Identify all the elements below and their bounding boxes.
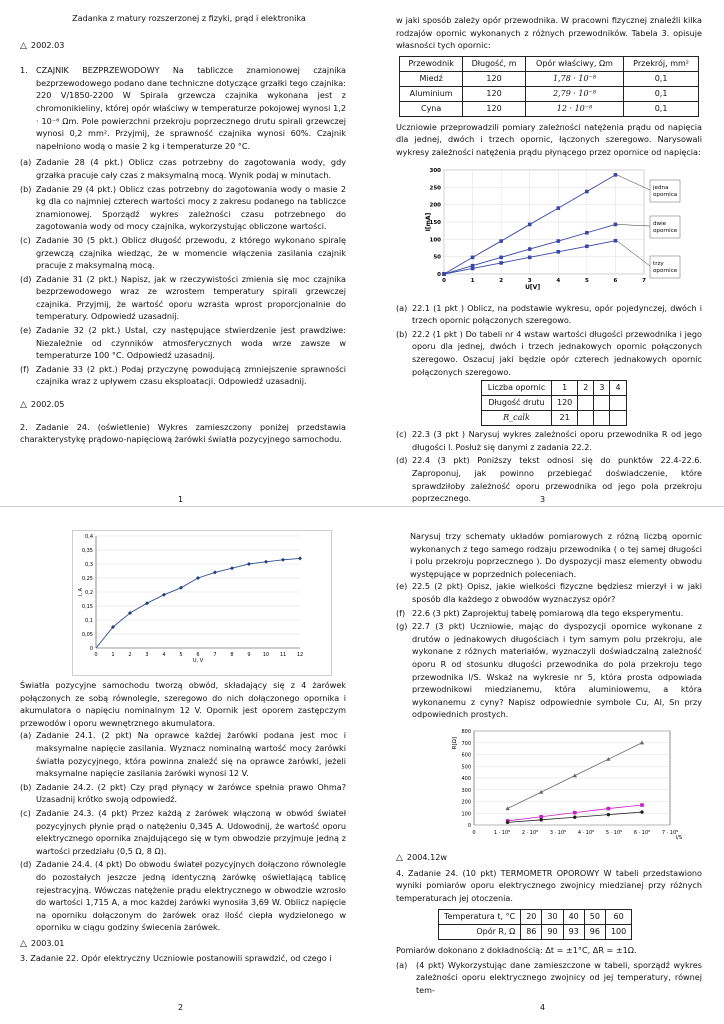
section-date: △ 2004.12w [396, 851, 448, 863]
data-point [471, 255, 475, 259]
page-number: 2 [178, 1003, 184, 1012]
data-point [585, 231, 589, 235]
y-tick-label: 0,15 [81, 604, 93, 610]
data-point [614, 222, 618, 226]
list-item: (c) Zadanie 24.3. (4 pkt) Przez każdą z żarówek włączoną w obwód świateł pozycyjnych płynie prąd o natężeniu 0,345 A. Udowodnij, że wartość oporu elektrycznego opornika znajdującego się w tym obwodzie przyjmuje jedną z wartości przedziału (0,5 Ω, 8 Ω). [20, 807, 346, 856]
triangle-icon: △ [20, 40, 27, 51]
list-item: (d) Zadanie 24.4. (4 pkt) Do obwodu świateł pozycyjnych dołączono równolegle do pozostałych jeszcze jedną identyczną żarówkę oświetlającą tablicę rejestracyjną. Wówczas natężenie prądu elektrycznego w obwodzie wzrosło do wartości 1,715 A, a moc każdej żarówki wynosiła 3,69 W. Oblicz napięcie na oporniku dołączonym do żarówek oraz ilość ciepła wydzielonego w oporniku w ciągu godziny świecenia żarówek. [20, 859, 346, 933]
table-row: Miedź 120 1,78 · 10⁻⁸ 0,1 [400, 71, 699, 86]
x-tick-label: 7 · 10⁹ [661, 829, 679, 836]
data-point [506, 821, 509, 824]
resistance-chart [408, 723, 708, 845]
data-point [499, 239, 503, 243]
y-axis-label: I[mA] [425, 212, 432, 231]
page-number: 4 [540, 1003, 546, 1012]
y-tick-label: 200 [461, 799, 471, 806]
data-point [640, 803, 644, 807]
data-point [471, 266, 475, 270]
y-axis-label: I, A [78, 587, 84, 597]
list-item: (a) Zadanie 24.1. (2 pkt) Na oprawce każdej żarówki podana jest moc i maksymalne napięcie zasilania. Wyznacz nominalną wartość mocy żarówki światła pozycyjnego, która powinna znaleźć się na oprawce żarówki, jeżeli maksymalne napięcie zasilania żarówki wynosi 12 V. [20, 730, 346, 779]
x-tick-label: 4 [556, 277, 561, 284]
legend-box [650, 216, 680, 238]
task-3: 3. Zadanie 22. Opór elektryczny Uczniowie postanowili sprawdzić, od czego i [20, 953, 332, 964]
x-tick-label: 1 [111, 652, 115, 658]
y-tick-label: 50 [433, 254, 441, 261]
table-header: Przewodnik [400, 56, 463, 71]
x-tick-label: 5 [584, 277, 589, 284]
list-item: (c) 22.3 (3 pkt ) Narysuj wykres zależności oporu przewodnika R od jego długości l. Posłuż się danymi z zadania 22.2. [396, 429, 702, 452]
x-axis-label: U[V] [525, 283, 541, 291]
x-tick-label: 3 · 10⁹ [549, 829, 567, 836]
data-point [614, 173, 618, 177]
iv-chart-bulb [72, 530, 332, 676]
list-item: (f) 22.6 (3 pkt) Zaprojektuj tabelę pomiarową dla tego eksperymentu. [396, 607, 684, 618]
page-2: 0 0,05 0,1 0,15 0,2 0,25 0,3 0,35 0,4 0 1 2 3 4 5 6 7 8 9 10 11 12 U, V I, A Światła pozycyjne samochodu tworzą obwód, składający się z 4 żarówek połączonych ze sobą równolegle, szeregowo do nich dołączonego opornika i akumulatora o napięciu nominalnym 12 V. Opornik jest oporem zastępczym przewodów i oporu wewnętrznego akumulatora. (a) Zadanie 24.1. (2 pkt) Na oprawce każdej żarówki podana jest moc i maksymalne napięcie zasilania. Wyznacz nominalną wartość mocy żarówki światła pozycyjnego, która powinna znaleźć się na oprawce żarówki, jeżeli maksymalne napięcie zasilania żarówki wynosi 12 V. (b) Zadanie 24.2. (2 pkt) Czy prąd płynący w żarówce spełnia prawo Ohma? Uzasadnij krótko swoją odpowiedź. (c) Zadanie 24.3. (4 pkt) Przez każdą z żarówek włączoną w obwód świateł pozycyjnych płynie prąd o natężeniu 0,345 A. Udowodnij, że wartość oporu elektrycznego opornika znajdującego się w tym obwodzie przyjmuje jedną z wartości przedziału (0,5 Ω, 8 Ω). (d) Zadanie 24.4. (4 pkt) Do obwodu świateł pozycyjnych dołączono równolegle do pozostałych jeszcze jedną identyczną żarówkę oświetlającą tablicę rejestracyjną. Wówczas natężenie prądu elektrycznego w obwodzie wzrosło do wartości 1,715 A, a moc każdej żarówki wynosiła 3,69 W. Oblicz napięcie na oporniku dołączonym do żarówek oraz ilość ciepła wydzielonego w oporniku w ciągu godziny świecenia żarówek. △ 2003.01 3. Zadanie 22. Opór elektryczny Uczniowie postanowili sprawdzić, od czego i [20, 530, 346, 965]
y-tick-label: 0 [467, 822, 471, 829]
data-point [556, 239, 560, 243]
x-tick-label: 6 [196, 652, 200, 658]
task-2-items [20, 729, 346, 934]
y-tick-label: 250 [429, 184, 441, 191]
y-tick-label: 0,25 [81, 576, 93, 582]
x-tick-label: 7 [213, 652, 217, 658]
legend-label: trzy opornice [653, 260, 678, 274]
legend-label: jedna opornica [653, 184, 678, 198]
y-tick-label: 400 [461, 775, 471, 782]
data-point [573, 815, 576, 818]
x-tick-label: 10 [262, 652, 270, 658]
data-point [640, 810, 643, 813]
x-tick-label: 9 [247, 652, 251, 658]
x-tick-label: 2 [128, 652, 132, 658]
data-point [540, 818, 543, 821]
data-point [528, 255, 532, 259]
data-point [585, 244, 589, 248]
list-item: (a) 22.1 (1 pkt ) Oblicz, na podstawie wykresu, opór pojedynczej, dwóch i trzech opornic połączonych szeregowo. [396, 302, 702, 326]
x-tick-label: 7 [642, 277, 646, 284]
y-tick-label: 0,4 [85, 534, 93, 540]
y-tick-label: 0,35 [81, 548, 93, 554]
y-tick-label: 300 [429, 167, 441, 174]
legend-label: dwie opornice [653, 220, 678, 234]
x-tick-label: 6 · 10⁹ [633, 829, 651, 836]
y-tick-label: 0 [437, 271, 441, 278]
section-date: △ 2002.05 [20, 399, 65, 411]
data-point [556, 206, 560, 210]
x-tick-label: 4 · 10⁹ [577, 829, 595, 836]
page-4: Narysuj trzy schematy układów pomiarowych z różną liczbą opornic wykonanych z tego samego rodzaju przewodnika ( o tej samej długości i polu przekroju poprzecznego ). Do dyspozycji masz elementy obwodu występujące w poprzednich poleceniach. (e) 22.5 (2 pkt) Opisz, jakie wielkości fizyczne będziesz mierzył i w jaki sposób dla każdego z obwodów wyznaczysz opór? (f) 22.6 (3 pkt) Zaprojektuj tabelę pomiarową dla tego eksperymentu. (g) 22.7 (3 pkt) Uczniowie, mając do dyspozycji opornice wykonane z drutów o jednakowych długościach i tym samym polu przekroju, ale wykonane z różnych materiałów, wyznaczyli doświadczalną zależność oporu R od stosunku długości przewodnika do pola przekroju tego przewodnika l/S. Wskaż na wykresie nr 5, która prosta odpowiada przewodnikowi miedzianemu, która aluminiowemu, a która wykonanemu z cyny? Napisz odpowiednie symbole Cu, Al, Sn przy odpowiednich prostych. 0 100 200 300 400 500 600 700 800 0 1 · 10⁹ 2 · 10⁹ 3 · 10⁹ 4 · 10⁹ 5 · 10⁹ 6 · 10⁹ 7 · 10⁹ l/S R[Ω] △ 2004.12w 4. Zadanie 24. (10 pkt) TERMOMETR OPOROWY W tabeli przedstawiono wyniki pomiarów oporu elektrycznego zwojnicy miedzianej przy różnych temperaturach jej otoczenia. Temperatura t, °C 20 30 40 50 60 Opór R, Ω 86 90 93 96 100 Pomiarów dokonano z dokładnością: Δt = ±1°C, ΔR = ±1Ω. (a) (4 pkt) Wykorzystując dane zamieszczone w tabeli, sporządź wykres zależności oporu elektrycznego zwojnicy od jej temperatury, równej tem- [396, 530, 702, 997]
y-tick-label: 0 [89, 646, 93, 652]
list-item: (e) 22.5 (2 pkt) Opisz, jakie wielkości fizyczne będziesz mierzył i w jaki sposób dla każdego z obwodów wyznaczysz opór? [396, 581, 702, 604]
y-tick-label: 0,3 [85, 562, 93, 568]
data-point [539, 815, 543, 819]
x-tick-label: 5 [179, 652, 183, 658]
task-2: 2. Zadanie 24. (oświetlenie) Wykres zamieszczony poniżej przedstawia charakterystykę prądowo-napięciową żarówki światła pozycyjnego samochodu. [20, 421, 346, 445]
task-1-items [20, 156, 346, 388]
y-tick-label: 800 [461, 728, 471, 735]
x-axis-label: l/S [675, 834, 682, 841]
data-point [499, 261, 503, 265]
list-item: (e) Zadanie 32 (2 pkt.) Ustal, czy następujące stwierdzenie jest prawdziwe: Niezależnie od czynników atmosferycznych woda wrze zawsze w temperaturze 100 °C. Odpowiedź uzasadnij. [20, 325, 346, 361]
task-3-items-2 [396, 428, 702, 505]
page-divider [0, 506, 724, 507]
x-tick-label: 11 [279, 652, 287, 658]
y-tick-label: 300 [461, 787, 471, 794]
x-tick-label: 1 [470, 277, 475, 284]
page-3: w jaki sposób zależy opór przewodnika. W pracowni fizycznej znaleźli kilka rodzajów opornic wykonanych z różnych przewodników. Tabela 3. opisuje własności tych opornic: Przewodnik Długość, m Opór właściwy, Ωm Przekrój, mm² Miedź 120 1,78 · 10⁻⁸ 0,1 Aluminium 120 2,79 · 10⁻⁸ 0,1 Cyna 120 12 · 10⁻⁸ 0,1 Uczniowie przeprowadzili pomiary zależności natężenia prądu od napięcia dla jednej, dwóch i trzech opornic, łączonych szeregowo. Narysowali wykresy zależności natężenia prądu płynącego przez opornice od napięcia: 0 50 100 150 200 250 300 0 1 2 3 4 5 6 7 U[V] I[mA] jedna opornica dwie opornice trzy opornice (a) 22.1 (1 pkt ) Oblicz, na podstawie wykresu, opór pojedynczej, dwóch i trzech opornic połączonych szeregowo. (b) 22.2 (1 pkt ) Do tabeli nr 4 wstaw wartości długości przewodnika i jego oporu dla jednej, dwóch i trzech jednakowych opornic połączonych szeregowo. Oszacuj jaki będzie opór czterech jednakowych opornic połączonych szeregowo. Liczba opornic 1 2 3 4 Długość drutu 120 R_calk 21 (c) 22.3 (3 pkt ) Narysuj wykres zależności oporu przewodnika R od jego długości l. Posłuż się danymi z zadania 22.2. (d) 22.4 (3 pkt) Poniższy tekst odnosi się do punktów 22.4-22.6. Zaproponuj, jak powinno przebiegać doświadczenie, które sprawdziłoby zależność oporu przewodnika od jego pola przekroju poprzecznego. [396, 14, 702, 506]
table-header: Opór właściwy, Ωm [525, 56, 623, 71]
x-tick-label: 6 [613, 277, 618, 284]
y-tick-label: 100 [461, 811, 471, 818]
triangle-icon: △ [20, 400, 27, 411]
y-axis-label: R[Ω] [452, 736, 458, 750]
x-tick-label: 4 [162, 652, 166, 658]
x-tick-label: 3 [145, 652, 149, 658]
task-4: 4. Zadanie 24. (10 pkt) TERMOMETR OPOROWY W tabeli przedstawiono wyniki pomiarów oporu elektrycznego zwojnicy miedzianej przy różnych temperaturach jej otoczenia. [396, 867, 702, 903]
x-tick-label: 0 [472, 829, 476, 836]
page-number: 1 [178, 495, 184, 504]
y-tick-label: 100 [429, 236, 441, 243]
task-1: 1. CZAJNIK BEZPRZEWODOWY Na tabliczce znamionowej czajnika bezprzewodowego podano dane techniczne dotyczące grzałki tego czajnika: 220 V/1850-2200 W Spirala grzewcza czajnika wykonana jest z chromonikieliny, której opór właściwy w temperaturze pokojowej wynosi 1,2 · 10⁻⁶ Ωm. Pole powierzchni przekroju poprzecznego drutu spirali grzewczej wynosi 0,2 mm². Przyjmij, że sprawność czajnika wynosi 60%. Czajnik napełniono wodą o masie 2 kg i temperaturze 20 °C. [20, 65, 346, 151]
data-point [556, 250, 560, 254]
x-tick-label: 0 [94, 652, 98, 658]
data-point [585, 189, 589, 193]
x-axis-label: U, V [192, 658, 204, 664]
table-row: Długość drutu 120 [482, 396, 627, 411]
list-item: (b) 22.2 (1 pkt ) Do tabeli nr 4 wstaw wartości długości przewodnika i jego oporu dla jednej, dwóch i trzech jednakowych opornic połączonych szeregowo. Oszacuj jaki będzie opór czterech jednakowych opornic połączonych szeregowo. [396, 328, 702, 377]
x-tick-label: 0 [442, 277, 446, 284]
x-tick-label: 2 · 10⁹ [521, 829, 539, 836]
list-item: (f) Zadanie 33 (2 pkt.) Podaj przyczynę powodującą zmniejszenie sprawności czajnika wraz z upływem czasu eksploatacji. Odpowiedź uzasadnij. [20, 363, 346, 387]
y-tick-label: 150 [429, 219, 441, 226]
y-tick-label: 700 [461, 740, 471, 747]
data-point [607, 807, 611, 811]
data-point [607, 813, 610, 816]
data-point [499, 255, 503, 259]
x-tick-label: 12 [296, 652, 304, 658]
x-tick-label: 2 [499, 277, 504, 284]
y-tick-label: 0,05 [81, 632, 93, 638]
temperature-table: Temperatura t, °C 20 30 40 50 60 Opór R, Ω 86 90 93 96 100 [438, 909, 632, 940]
data-point [528, 222, 532, 226]
triangle-icon: △ [20, 938, 27, 949]
list-item: (g) 22.7 (3 pkt) Uczniowie, mając do dyspozycji opornice wykonane z drutów o jednakowych długościach i tym samym polu przekroju, ale wykonane z różnych materiałów, wyznaczyli doświadczalną zależność oporu R od stosunku długości przewodnika do pola przekroju tego przewodnika l/S. Wskaż na wykresie nr 5, która prosta odpowiada przewodnikowi miedzianemu, która aluminiowemu, a która wykonanemu z cyny? Napisz odpowiednie symbole Cu, Al, Sn przy odpowiednich prostych. [396, 621, 702, 720]
x-tick-label: 1 · 10⁹ [493, 829, 511, 836]
triangle-icon: △ [396, 852, 403, 863]
doc-title: Zadanka z matury rozszerzonej z fizyki, prąd i elektronika [72, 13, 306, 23]
list-item: (a) Zadanie 28 (4 pkt.) Oblicz czas potrzebny do zagotowania wody, gdy grzałka pracuje cały czas z maksymalną mocą. Wynik podaj w minutach. [20, 157, 346, 180]
list-item: (c) Zadanie 30 (5 pkt.) Oblicz długość przewodu, z którego wykonano spiralę grzewczą czajnika wiedząc, że w momencie włączenia zasilania czajnik pracuje z maksymalną mocą. [20, 234, 346, 271]
table-row: Liczba opornic 1 2 3 4 [482, 381, 627, 396]
list-item: (b) Zadanie 24.2. (2 pkt) Czy prąd płynący w żarówce spełnia prawo Ohma? Uzasadnij krótko swoją odpowiedź. [20, 781, 346, 805]
x-tick-label: 3 [527, 277, 532, 284]
x-tick-label: 8 [230, 652, 234, 658]
y-tick-label: 500 [461, 764, 471, 771]
table-header: Przekrój, mm² [624, 56, 699, 71]
data-point [573, 811, 577, 815]
list-item: (d) Zadanie 31 (2 pkt.) Napisz, jak w rzeczywistości zmienia się moc czajnika bezprzewodowego wraz ze wzrostem temperatury spirali grzewczej czajnika. Przyjmij, że wartość oporu wzrasta wprost proporcjonalnie do temperatury. Odpowiedź uzasadnij. [20, 273, 346, 322]
resistors-count-table [481, 380, 627, 426]
task-4-items [396, 580, 702, 721]
iv-chart-resistors [424, 162, 724, 300]
table-row: Cyna 120 12 · 10⁻⁸ 0,1 [400, 101, 699, 116]
resistors-table [399, 56, 699, 117]
page-number: 3 [540, 495, 546, 504]
list-item: (b) Zadanie 29 (4 pkt.) Oblicz czas potrzebny do zagotowania wody o masie 2 kg dla co najmniej czterech wartości mocy z zakresu podanego na tabliczce znamionowej. Sporządź wykres zależności czasu potrzebnego do zagotowania wody od mocy czajnika, wykorzystując obliczone wartości. [20, 183, 346, 232]
y-tick-label: 600 [461, 752, 471, 759]
y-tick-label: 200 [429, 202, 441, 209]
task-3-items [396, 302, 702, 379]
list-item: (d) 22.4 (3 pkt) Poniższy tekst odnosi się do punktów 22.4-22.6. Zaproponuj, jak powinno przebiegać doświadczenie, które sprawdziłoby zależność oporu przewodnika od jego pola przekroju poprzecznego. [396, 455, 702, 504]
section-date: △ 2003.01 [20, 937, 65, 949]
legend-box [650, 180, 680, 202]
task-4-item-a: (a) (4 pkt) Wykorzystując dane zamieszczone w tabeli, sporządź wykres zależności oporu elektrycznego zwojnicy od jej temperatury, równej tem- [396, 959, 702, 996]
data-point [528, 247, 532, 251]
table-row: R_calk 21 [482, 411, 627, 426]
x-tick-label: 5 · 10⁹ [605, 829, 623, 836]
y-tick-label: 0,1 [85, 618, 93, 624]
y-tick-label: 0,2 [85, 590, 93, 596]
page-1 [20, 12, 346, 446]
accuracy-note: Pomiarów dokonano z dokładnością: Δt = ±1°C, ΔR = ±1Ω. [396, 945, 637, 956]
legend-box [650, 256, 680, 278]
data-point [442, 272, 446, 276]
table-header: Długość, m [463, 56, 526, 71]
section-date: △ 2002.03 [20, 39, 65, 51]
table-row: Aluminium 120 2,79 · 10⁻⁸ 0,1 [400, 86, 699, 101]
data-point [614, 238, 618, 242]
